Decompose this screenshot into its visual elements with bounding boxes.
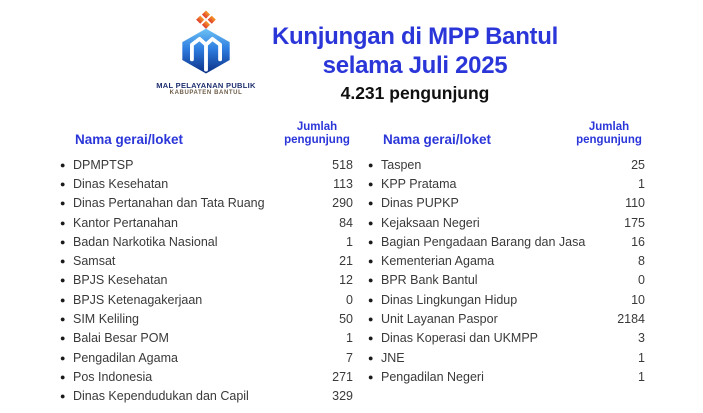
table-row: [58, 348, 358, 367]
gerai-name: DPMPTSP: [73, 157, 134, 172]
bullet-icon: ●: [368, 294, 374, 305]
column-header-name: Nama gerai/loket: [75, 132, 184, 147]
bullet-icon: ●: [60, 333, 66, 344]
visitor-count: 21: [339, 254, 353, 269]
gerai-name: Kementerian Agama: [381, 254, 495, 269]
table-row: [58, 174, 358, 193]
table-row: [366, 174, 650, 193]
bullet-icon: ●: [60, 236, 66, 247]
bullet-icon: ●: [368, 159, 374, 170]
logo-title: MAL PELAYANAN PUBLIK: [156, 81, 256, 90]
gerai-name: Dinas Pertanahan dan Tata Ruang: [73, 196, 265, 211]
table-row: [58, 271, 358, 290]
table-row: [366, 309, 650, 328]
visitor-count: 0: [638, 273, 645, 288]
bullet-icon: ●: [368, 371, 374, 382]
table-left-rows: [58, 155, 358, 406]
column-header-count: Jumlah pengunjung: [576, 121, 642, 146]
gerai-name: Taspen: [381, 157, 422, 172]
table-row: [366, 329, 650, 348]
table-row: [366, 232, 650, 251]
bullet-icon: ●: [60, 294, 66, 305]
bullet-icon: ●: [60, 352, 66, 363]
gerai-name: Badan Narkotika Nasional: [73, 234, 218, 249]
bullet-icon: ●: [368, 217, 374, 228]
table-row: [58, 213, 358, 232]
visitor-count: 290: [332, 196, 353, 211]
mpp-logo: [147, 8, 265, 96]
total-visitors: 4.231 pengunjung: [340, 83, 490, 103]
bullet-icon: ●: [60, 159, 66, 170]
bullet-icon: ●: [60, 391, 66, 402]
gerai-name: Samsat: [73, 254, 116, 269]
gerai-name: Unit Layanan Paspor: [381, 312, 498, 327]
bullet-icon: ●: [60, 314, 66, 325]
gerai-name: KPP Pratama: [381, 176, 457, 191]
table-row: [366, 194, 650, 213]
bullet-icon: ●: [368, 275, 374, 286]
table-row: [366, 155, 650, 174]
visitor-count: 12: [339, 273, 353, 288]
bullet-icon: ●: [60, 178, 66, 189]
table-row: [58, 155, 358, 174]
gerai-name: Dinas Kependudukan dan Capil: [73, 389, 249, 404]
visitor-count: 329: [332, 389, 353, 404]
visitor-count: 25: [631, 157, 645, 172]
table-row: [58, 367, 358, 386]
table-row: [58, 309, 358, 328]
bullet-icon: ●: [368, 256, 374, 267]
table-row: [58, 290, 358, 309]
visitor-count: 113: [333, 176, 353, 191]
visitor-count: 1: [638, 176, 645, 191]
title-block: [263, 22, 567, 104]
bullet-icon: ●: [368, 236, 374, 247]
table-right: [366, 121, 650, 387]
column-header-name: Nama gerai/loket: [383, 132, 492, 147]
gerai-name: Dinas Koperasi dan UKMPP: [381, 331, 539, 346]
table-row: [58, 251, 358, 270]
bullet-icon: ●: [368, 333, 374, 344]
gerai-name: Pos Indonesia: [73, 369, 153, 384]
column-header-count: Jumlah pengunjung: [284, 121, 350, 146]
mpp-logo-icon: [174, 8, 238, 80]
visitor-count: 3: [638, 331, 645, 346]
gerai-name: Bagian Pengadaan Barang dan Jasa: [381, 234, 586, 249]
visitor-count: 1: [638, 350, 645, 365]
table-row: [58, 329, 358, 348]
gerai-name: Balai Besar POM: [73, 331, 169, 346]
table-row: [58, 194, 358, 213]
gerai-name: Kantor Pertanahan: [73, 215, 178, 230]
gerai-name: BPJS Ketenagakerjaan: [73, 292, 203, 307]
gerai-name: BPR Bank Bantul: [381, 273, 478, 288]
gerai-name: JNE: [381, 350, 405, 365]
visitor-count: 271: [332, 369, 353, 384]
visitor-count: 16: [631, 234, 645, 249]
table-row: [58, 232, 358, 251]
table-left-header: [58, 121, 358, 147]
gerai-name: SIM Keliling: [73, 312, 139, 327]
bullet-icon: ●: [368, 314, 374, 325]
gerai-name: Dinas PUPKP: [381, 196, 459, 211]
visitor-count: 10: [631, 292, 645, 307]
table-right-header: [366, 121, 650, 147]
table-row: [366, 271, 650, 290]
gerai-name: BPJS Kesehatan: [73, 273, 168, 288]
visitor-count: 2184: [617, 312, 645, 327]
visitor-count: 50: [339, 312, 353, 327]
visitor-count: 1: [346, 331, 353, 346]
bullet-icon: ●: [368, 198, 374, 209]
table-row: [58, 387, 358, 406]
visitor-count: 1: [638, 369, 645, 384]
bullet-icon: ●: [368, 352, 374, 363]
table-row: [366, 213, 650, 232]
page-title: [263, 22, 567, 80]
table-row: [366, 367, 650, 386]
visitor-count: 110: [625, 196, 645, 211]
visitor-count: 518: [332, 157, 353, 172]
table-row: [366, 251, 650, 270]
bullet-icon: ●: [368, 178, 374, 189]
logo-subtitle: KABUPATEN BANTUL: [169, 90, 243, 96]
visitor-count: 8: [638, 254, 645, 269]
visitor-count: 7: [346, 350, 353, 365]
visitor-count: 0: [346, 292, 353, 307]
visitor-count: 84: [339, 215, 353, 230]
bullet-icon: ●: [60, 371, 66, 382]
page-title-line2: selama Juli 2025: [322, 52, 508, 79]
gerai-name: Pengadilan Agama: [73, 350, 178, 365]
page-title-line1: Kunjungan di MPP Bantul: [272, 23, 558, 50]
bullet-icon: ●: [60, 198, 66, 209]
table-row: [366, 290, 650, 309]
gerai-name: Dinas Lingkungan Hidup: [381, 292, 518, 307]
table-left: [58, 121, 358, 406]
visitor-count: 175: [624, 215, 645, 230]
table-row: [366, 348, 650, 367]
gerai-name: Dinas Kesehatan: [73, 176, 169, 191]
table-right-rows: [366, 155, 650, 387]
gerai-name: Kejaksaan Negeri: [381, 215, 480, 230]
bullet-icon: ●: [60, 256, 66, 267]
bullet-icon: ●: [60, 217, 66, 228]
visitor-count: 1: [346, 234, 353, 249]
gerai-name: Pengadilan Negeri: [381, 369, 484, 384]
bullet-icon: ●: [60, 275, 66, 286]
